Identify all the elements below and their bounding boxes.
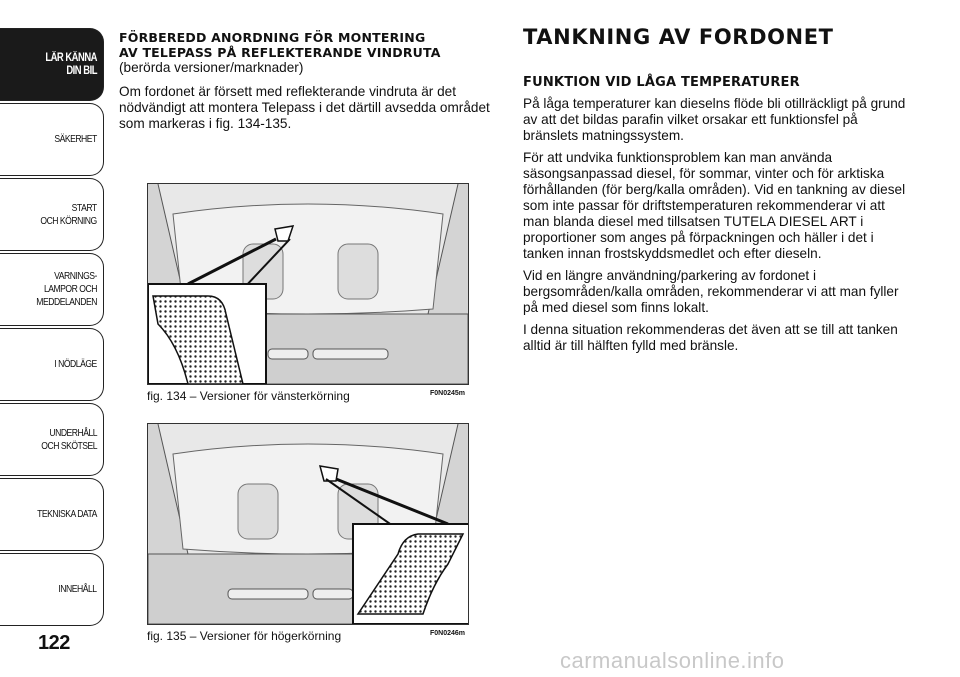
figure-135-code: F0N0246m: [430, 630, 466, 637]
subheading: FUNKTION VID LÅGA TEMPERATURER: [523, 75, 800, 90]
figure-135-illustration: [147, 423, 469, 625]
car-interior-drawing-right: [148, 424, 468, 624]
paragraph-3: Vid en längre användning/parkering av fordonet i bergsområden/kalla områden, rekommenderar vi att man fyller på med diesel som finns lokalt.: [523, 268, 899, 315]
tab-label: SÄKERHET: [54, 133, 97, 145]
tab-innehall[interactable]: [0, 553, 104, 626]
tab-label: VARNINGS- LAMPOR OCH MEDDELANDEN: [36, 270, 97, 308]
figure-135-caption: fig. 135 – Versioner för högerkörning: [147, 629, 342, 643]
page-title: TANKNING AV FORDONET: [523, 25, 834, 49]
watermark: carmanualsonline.info: [560, 648, 785, 673]
tab-lar-kanna-din-bil[interactable]: [0, 28, 104, 101]
right-column: [523, 25, 913, 360]
section-heading-line1: FÖRBEREDD ANORDNING FÖR MONTERING: [119, 30, 426, 45]
car-interior-drawing-left: [148, 184, 468, 384]
tab-label: INNEHÅLL: [58, 583, 97, 595]
tab-tekniska-data[interactable]: [0, 478, 104, 551]
figure-134-illustration: [147, 183, 469, 385]
tab-i-nodlage[interactable]: [0, 328, 104, 401]
tab-label: I NÖDLÄGE: [54, 358, 97, 370]
left-column: [119, 30, 501, 138]
paragraph-2: För att undvika funktionsproblem kan man använda säsongsanpassad diesel, för sommar, vinter och för arktiska förhållanden (för berg/kalla områden). Vid en tankning av diesel som inte passar för driftstemperaturen rekommenderar vi att man blanda diesel med tillsatsen TUTELA DIESEL ART i proportioner som anges på förpackningen och häller i det i tanken innan frostskyddsmedlet och efter dieseln.: [523, 150, 906, 261]
figure-134-caption: fig. 134 – Versioner för vänsterkörning: [147, 389, 350, 403]
tab-label: LÄR KÄNNA DIN BIL: [45, 51, 97, 77]
tab-underhall[interactable]: [0, 403, 104, 476]
tab-label: UNDERHÅLL OCH SKÖTSEL: [41, 426, 97, 452]
section-subtitle: (berörda versioner/marknader): [119, 60, 304, 75]
tab-varningslampor[interactable]: [0, 253, 104, 326]
paragraph-4: I denna situation rekommenderas det även att se till att tanken alltid är till hälften fylld med bränsle.: [523, 322, 898, 353]
section-body: Om fordonet är försett med reflekterande vindruta är det nödvändigt att montera Telepass i det därtill avsedda området som markeras i fig. 134-135.: [119, 84, 490, 131]
paragraph-1: På låga temperaturer kan dieselns flöde bli otillräckligt på grund av att det bildas parafin vilket orsakar ett funktionsfel på bränslets matningssystem.: [523, 96, 906, 143]
section-heading-line2: AV TELEPASS PÅ REFLEKTERANDE VINDRUTA: [119, 45, 441, 60]
tab-start-och-korning[interactable]: [0, 178, 104, 251]
figure-134-code: F0N0245m: [430, 390, 466, 397]
chapter-sidebar: [0, 28, 104, 628]
page-number: 122: [38, 632, 70, 654]
tab-label: TEKNISKA DATA: [37, 508, 97, 520]
tab-sakerhet[interactable]: [0, 103, 104, 176]
tab-label: START OCH KÖRNING: [40, 201, 97, 227]
